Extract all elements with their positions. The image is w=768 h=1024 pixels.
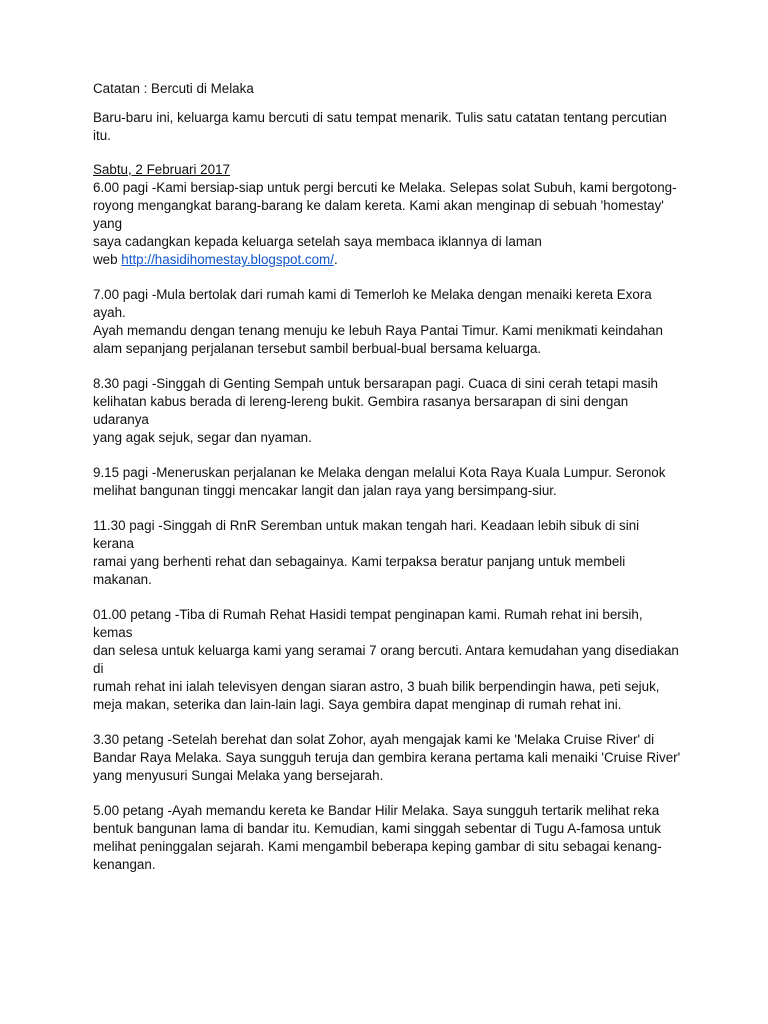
entry-line: Bandar Raya Melaka. Saya sungguh teruja dan gembira kerana pertama kali menaiki 'Cruise River' (93, 750, 681, 765)
diary-entry (93, 464, 683, 500)
entry-line: kelihatan kabus berada di lereng-lereng bukit. Gembira rasanya bersarapan di sini dengan udaranya (93, 394, 629, 427)
entry-line: 11.30 pagi -Singgah di RnR Seremban untuk makan tengah hari. Keadaan lebih sibuk di sini kerana (93, 518, 640, 551)
entry-line: 6.00 pagi -Kami bersiap-siap untuk pergi bercuti ke Melaka. Selepas solat Subuh, kami bergotong- (93, 180, 677, 195)
entry-line: royong mengangkat barang-barang ke dalam kereta. Kami akan menginap di sebuah 'homestay' yang (93, 198, 664, 231)
diary-entry (93, 179, 683, 269)
intro-line: Baru-baru ini, keluarga kamu bercuti di satu tempat menarik. Tulis satu catatan tentang percutian (93, 110, 667, 125)
entry-line: saya cadangkan kepada keluarga setelah saya membaca iklannya di laman (93, 234, 542, 249)
entry-line: alam sepanjang perjalanan tersebut sambil berbual-bual bersama keluarga. (93, 341, 542, 356)
document-page (93, 80, 683, 891)
entry-date: Sabtu, 2 Februari 2017 (93, 162, 230, 177)
intro-line: itu. (93, 128, 111, 143)
entry-line: Ayah memandu dengan tenang menuju ke lebuh Raya Pantai Timur. Kami menikmati keindahan (93, 323, 663, 338)
diary-entry (93, 802, 683, 874)
entries-list (93, 179, 683, 874)
entry-line: 8.30 pagi -Singgah di Genting Sempah untuk bersarapan pagi. Cuaca di sini cerah tetapi masih (93, 376, 658, 391)
entry-line: 5.00 petang -Ayah memandu kereta ke Bandar Hilir Melaka. Saya sungguh tertarik melihat reka (93, 803, 660, 818)
entry-line: rumah rehat ini ialah televisyen dengan siaran astro, 3 buah bilik berpendingin hawa, peti sejuk, (93, 679, 660, 694)
link-suffix: . (333, 252, 338, 267)
entry-line: melihat bangunan tinggi mencakar langit dan jalan raya yang bersimpang-siur. (93, 483, 557, 498)
homestay-link[interactable]: http://hasidihomestay.blogspot.com/ (121, 252, 334, 267)
diary-entry (93, 606, 683, 714)
document-title: Catatan : Bercuti di Melaka (93, 81, 254, 96)
entry-line: yang agak sejuk, segar dan nyaman. (93, 430, 312, 445)
entry-line: kenangan. (93, 857, 156, 872)
entry-line: 7.00 pagi -Mula bertolak dari rumah kami di Temerloh ke Melaka dengan menaiki kereta Exora ayah. (93, 287, 652, 320)
entry-line: 01.00 petang -Tiba di Rumah Rehat Hasidi tempat penginapan kami. Rumah rehat ini bersih, kemas (93, 607, 643, 640)
web-prefix: web (93, 252, 122, 267)
entry-line: yang menyusuri Sungai Melaka yang bersejarah. (93, 768, 384, 783)
entry-line: dan selesa untuk keluarga kami yang seramai 7 orang bercuti. Antara kemudahan yang disediakan di (93, 643, 679, 676)
entry-line (93, 251, 683, 269)
entry-line: 9.15 pagi -Meneruskan perjalanan ke Melaka dengan melalui Kota Raya Kuala Lumpur. Seronok (93, 465, 666, 480)
entry-line: melihat peninggalan sejarah. Kami mengambil beberapa keping gambar di situ sebagai kenang- (93, 839, 662, 854)
intro-paragraph (93, 109, 683, 145)
diary-entry (93, 286, 683, 358)
diary-entry (93, 731, 683, 785)
diary-entry (93, 517, 683, 589)
entry-line: bentuk bangunan lama di bandar itu. Kemudian, kami singgah sebentar di Tugu A-famosa untuk (93, 821, 661, 836)
entry-line: 3.30 petang -Setelah berehat dan solat Zohor, ayah mengajak kami ke 'Melaka Cruise River' di (93, 732, 655, 747)
entry-line: ramai yang berhenti rehat dan sebagainya. Kami terpaksa beratur panjang untuk membeli makanan. (93, 554, 626, 587)
diary-entry (93, 375, 683, 447)
entry-line: meja makan, seterika dan lain-lain lagi. Saya gembira dapat menginap di rumah rehat ini. (93, 697, 622, 712)
